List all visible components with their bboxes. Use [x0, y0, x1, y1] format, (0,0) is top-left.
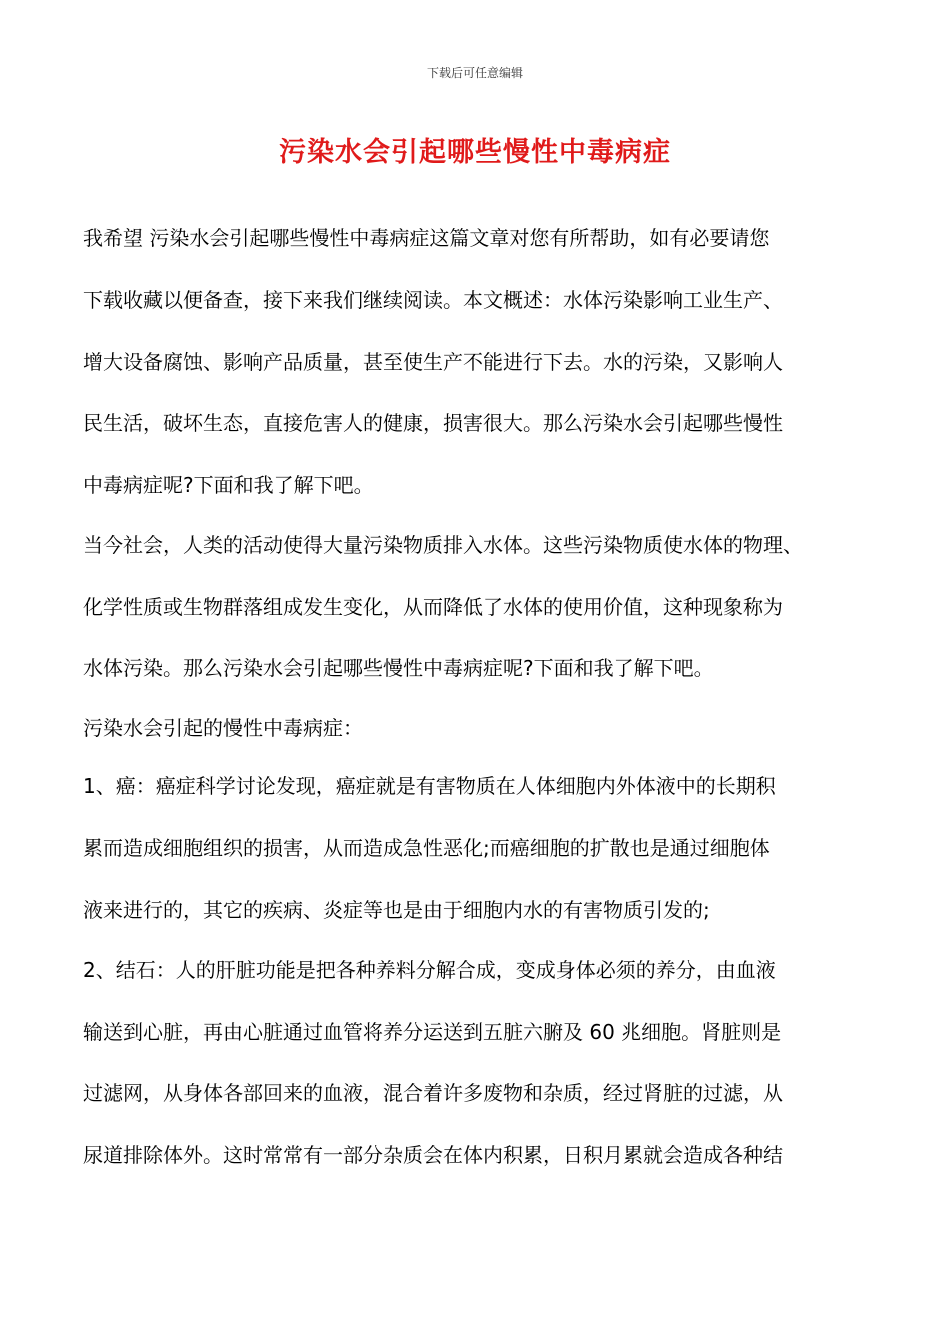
body-line: 民生活，破坏生态，直接危害人的健康，损害很大。那么污染水会引起哪些慢性 [83, 411, 783, 435]
body-line: 过滤网，从身体各部回来的血液，混合着许多废物和杂质，经过肾脏的过滤，从 [83, 1081, 783, 1105]
body-line: 下载收藏以便备查，接下来我们继续阅读。本文概述：水体污染影响工业生产、 [83, 288, 783, 312]
body-line: 化学性质或生物群落组成发生变化，从而降低了水体的使用价值，这种现象称为 [83, 595, 783, 619]
body-line: 中毒病症呢?下面和我了解下吧。 [83, 473, 374, 497]
body-line: 2、结石：人的肝脏功能是把各种养料分解合成，变成身体必须的养分，由血液 [83, 958, 776, 982]
body-line: 液来进行的，其它的疾病、炎症等也是由于细胞内水的有害物质引发的; [83, 898, 710, 922]
body-line: 当今社会，人类的活动使得大量污染物质排入水体。这些污染物质使水体的物理、 [83, 533, 803, 557]
body-line: 水体污染。那么污染水会引起哪些慢性中毒病症呢?下面和我了解下吧。 [83, 656, 714, 680]
document-title: 污染水会引起哪些慢性中毒病症 [279, 137, 671, 168]
body-line: 增大设备腐蚀、影响产品质量，甚至使生产不能进行下去。水的污染，又影响人 [83, 350, 783, 374]
body-line: 累而造成细胞组织的损害，从而造成急性恶化;而癌细胞的扩散也是通过细胞体 [83, 836, 770, 860]
body-line: 输送到心脏，再由心脏通过血管将养分运送到五脏六腑及 60 兆细胞。肾脏则是 [83, 1020, 782, 1044]
body-line: 1、癌：癌症科学讨论发现，癌症就是有害物质在人体细胞内外体液中的长期积 [83, 774, 776, 798]
body-line: 我希望 污染水会引起哪些慢性中毒病症这篇文章对您有所帮助，如有必要请您 [83, 226, 770, 250]
header-note: 下载后可任意编辑 [426, 66, 523, 80]
body-line: 污染水会引起的慢性中毒病症： [83, 716, 363, 740]
body-line: 尿道排除体外。这时常常有一部分杂质会在体内积累，日积月累就会造成各种结 [83, 1143, 783, 1167]
